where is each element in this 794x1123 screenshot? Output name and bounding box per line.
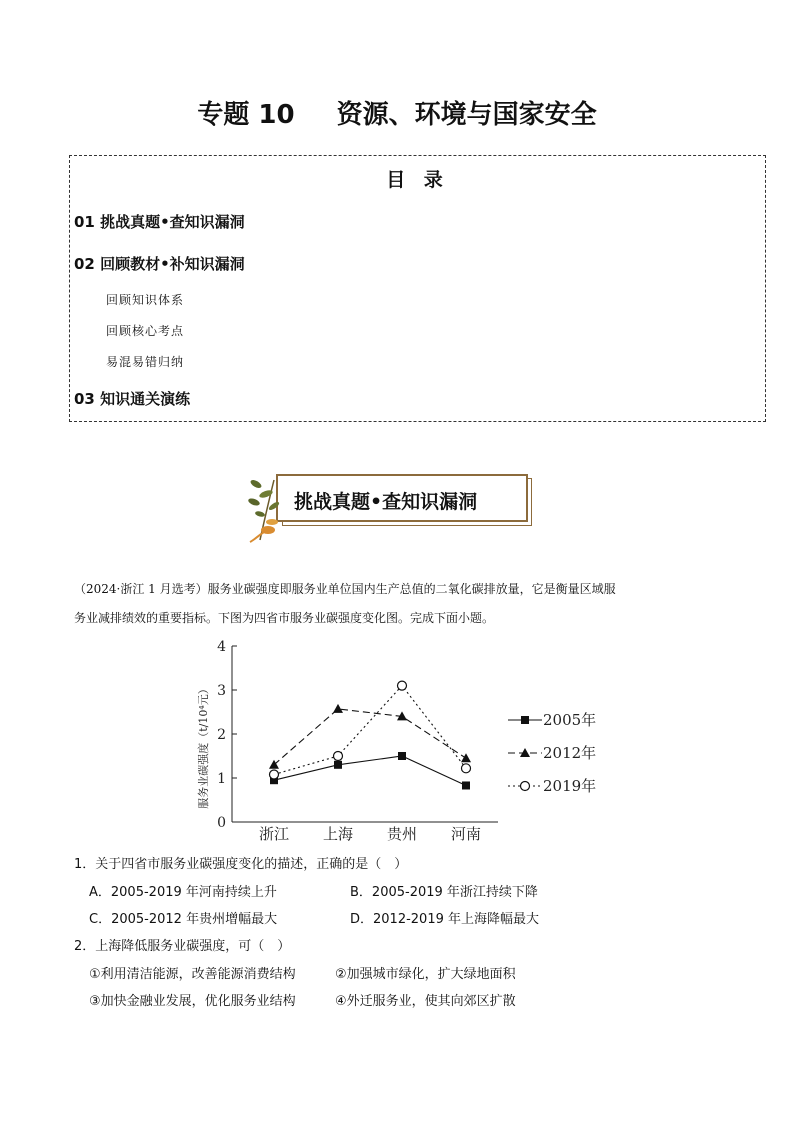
question-2-choice-2[interactable]: ②加强城市绿化，扩大绿地面积 xyxy=(335,967,516,982)
chart-point xyxy=(334,761,342,769)
legend-marker xyxy=(521,782,530,791)
chart-y-tick-label: 2 xyxy=(217,727,226,743)
chart-y-tick-label: 1 xyxy=(217,771,226,787)
legend-label: 2005年 xyxy=(543,711,597,729)
toc-subitem-3[interactable]: 易混易错归纳 xyxy=(106,355,185,369)
title-number: 专题 10 xyxy=(197,100,295,130)
chart-point xyxy=(462,764,471,773)
chart-series-line-2012年 xyxy=(274,709,466,765)
chart-point xyxy=(333,704,343,713)
chart-point xyxy=(398,681,407,690)
chart-x-tick-label: 贵州 xyxy=(386,825,418,843)
chart-y-tick-label: 0 xyxy=(217,815,226,831)
chart-point xyxy=(398,752,406,760)
legend-marker xyxy=(521,716,529,724)
intro-line-2: 务业减排绩效的重要指标。下图为四省市服务业碳强度变化图。完成下面小题。 xyxy=(74,611,495,625)
section-banner xyxy=(246,470,536,546)
chart-x-tick-label: 上海 xyxy=(322,825,354,843)
chart-series-line-2019年 xyxy=(274,686,466,775)
chart-series-line-2005年 xyxy=(274,756,466,785)
legend-label: 2019年 xyxy=(543,777,597,795)
toc-section-2[interactable]: 02 回顾教材•补知识漏洞 xyxy=(74,255,245,273)
plant-sprig-icon xyxy=(246,470,296,546)
toc-subitem-1[interactable]: 回顾知识体系 xyxy=(106,293,185,307)
toc-section-1[interactable]: 01 挑战真题•查知识漏洞 xyxy=(74,213,245,231)
legend-label: 2012年 xyxy=(543,744,597,762)
toc-subitem-2[interactable]: 回顾核心考点 xyxy=(106,324,185,338)
question-1-option-c[interactable]: C．2005-2012 年贵州增幅最大 xyxy=(89,912,278,927)
carbon-intensity-chart xyxy=(190,636,620,848)
chart-point xyxy=(461,753,471,762)
question-1-option-d[interactable]: D．2012-2019 年上海降幅最大 xyxy=(350,912,540,927)
chart-y-tick-label: 4 xyxy=(217,639,226,655)
title-text: 资源、环境与国家安全 xyxy=(336,100,597,130)
question-2-choice-1[interactable]: ①利用清洁能源，改善能源消费结构 xyxy=(89,967,296,982)
question-2-stem: 2．上海降低服务业碳强度，可（ ） xyxy=(74,939,291,954)
page-title xyxy=(0,94,794,131)
table-of-contents xyxy=(69,155,766,422)
chart-y-tick-label: 3 xyxy=(217,683,226,699)
chart-x-tick-label: 浙江 xyxy=(258,825,290,843)
banner-title: 挑战真题•查知识漏洞 xyxy=(294,491,478,513)
chart-point xyxy=(270,770,279,779)
intro-line-1: （2024·浙江 1 月选考）服务业碳强度即服务业单位国内生产总值的二氧化碳排放量，它是衡量区域服 xyxy=(74,582,616,596)
chart-y-axis-label: 服务业碳强度（t/10⁴元） xyxy=(197,683,210,809)
question-1-option-b[interactable]: B．2005-2019 年浙江持续下降 xyxy=(350,885,538,900)
chart-point xyxy=(334,752,343,761)
toc-section-3[interactable]: 03 知识通关演练 xyxy=(74,390,191,408)
toc-heading: 目 录 xyxy=(386,169,449,191)
question-1-stem: 1．关于四省市服务业碳强度变化的描述，正确的是（ ） xyxy=(74,857,408,872)
question-2-choice-4[interactable]: ④外迁服务业，使其向郊区扩散 xyxy=(335,994,516,1009)
chart-x-tick-label: 河南 xyxy=(450,825,482,843)
question-1-option-a[interactable]: A．2005-2019 年河南持续上升 xyxy=(89,885,277,900)
question-2-choice-3[interactable]: ③加快金融业发展，优化服务业结构 xyxy=(89,994,296,1009)
chart-point xyxy=(462,781,470,789)
